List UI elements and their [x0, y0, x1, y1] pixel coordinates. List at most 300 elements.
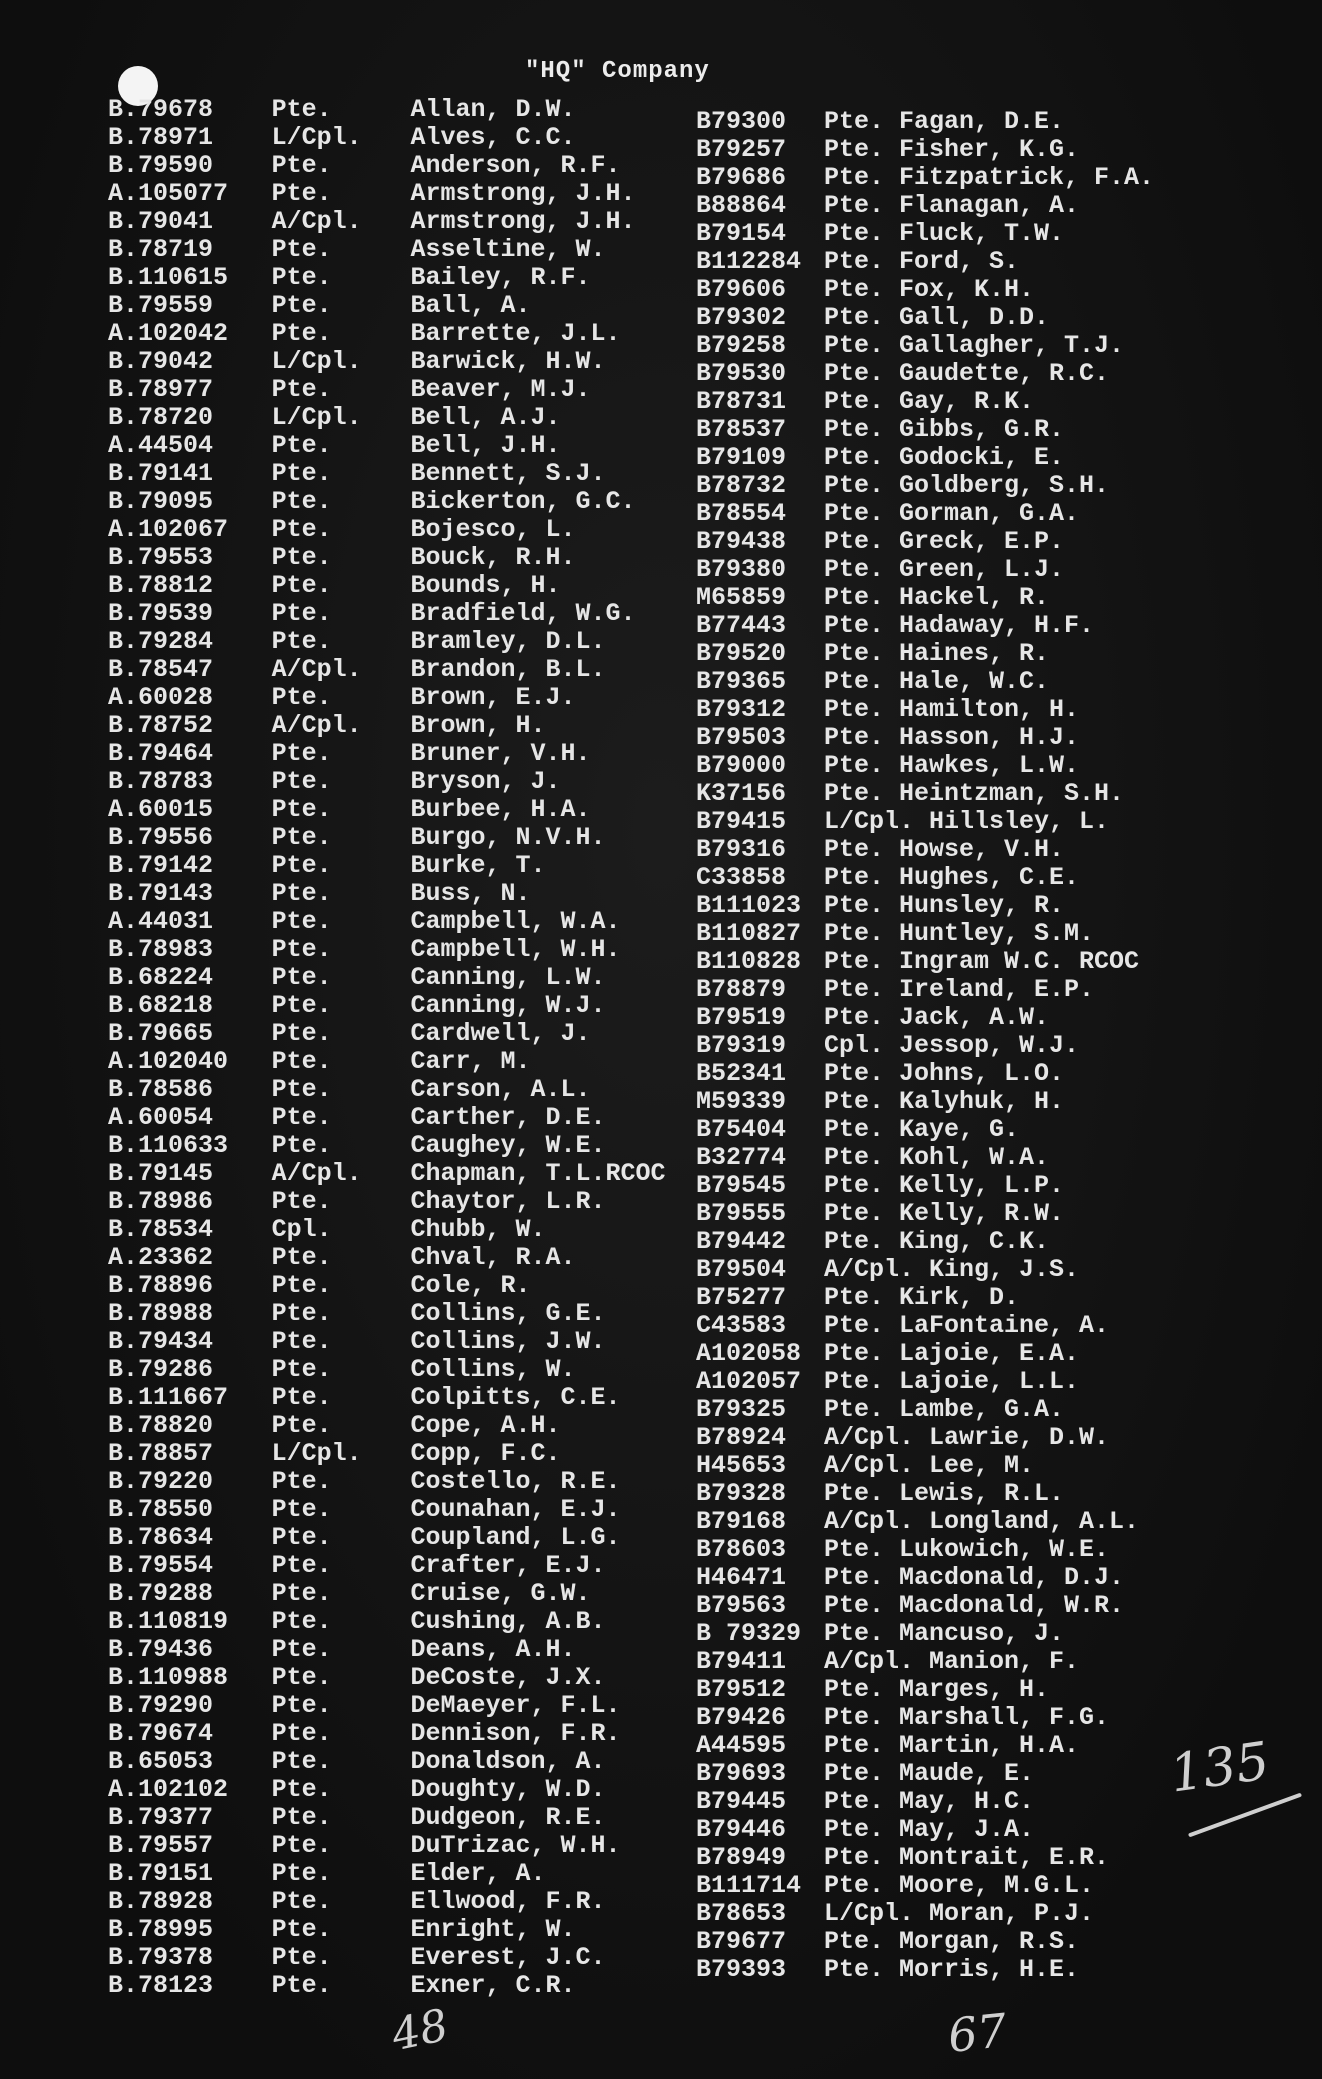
right-entry-row	[696, 164, 1296, 192]
left-entry-row	[108, 572, 708, 600]
left-entry-row	[108, 1664, 708, 1692]
rank: Pte.	[271, 1971, 332, 2000]
rank-and-name: A/Cpl. Lawrie, D.W.	[824, 1423, 1110, 1452]
left-entry-row	[108, 824, 708, 852]
rank-and-name: Pte. Howse, V.H.	[824, 835, 1065, 864]
rank: Pte.	[271, 95, 332, 124]
left-entry-row	[108, 264, 708, 292]
right-entry-row	[696, 612, 1296, 640]
soldier-name: Enright, W.	[410, 1915, 576, 1944]
right-entry-row	[696, 1844, 1296, 1872]
right-entry-row	[696, 808, 1296, 836]
soldier-name: Asseltine, W.	[410, 235, 606, 264]
service-number: B.79095	[108, 487, 214, 516]
service-number: B.79284	[108, 627, 214, 656]
soldier-name: Cushing, A.B.	[410, 1607, 606, 1636]
service-number: A102058	[696, 1339, 802, 1368]
service-number: B.79042	[108, 347, 214, 376]
rank: Pte.	[271, 1775, 332, 1804]
right-entry-row	[696, 1564, 1296, 1592]
left-entry-row	[108, 1412, 708, 1440]
soldier-name: Bounds, H.	[410, 571, 561, 600]
left-entry-row	[108, 208, 708, 236]
service-number: B.79678	[108, 95, 214, 124]
left-entry-row	[108, 1104, 708, 1132]
rank: Pte.	[271, 935, 332, 964]
left-entry-row	[108, 1356, 708, 1384]
rank: Pte.	[271, 767, 332, 796]
rank: Pte.	[271, 627, 332, 656]
service-number: B.79665	[108, 1019, 214, 1048]
rank-and-name: Pte. Maude, E.	[824, 1759, 1035, 1788]
soldier-name: Bradfield, W.G.	[410, 599, 636, 628]
service-number: B79109	[696, 443, 787, 472]
service-number: A.105077	[108, 179, 229, 208]
service-number: B75277	[696, 1283, 787, 1312]
rank-and-name: Pte. Hunsley, R.	[824, 891, 1065, 920]
right-entry-row	[696, 1480, 1296, 1508]
service-number: B.79286	[108, 1355, 214, 1384]
service-number: B.79553	[108, 543, 214, 572]
right-entry-row	[696, 1508, 1296, 1536]
rank: Pte.	[271, 1635, 332, 1664]
left-entry-row	[108, 1776, 708, 1804]
soldier-name: Copp, F.C.	[410, 1439, 561, 1468]
rank: Pte.	[271, 1551, 332, 1580]
right-entry-row	[696, 1536, 1296, 1564]
service-number: B79563	[696, 1591, 787, 1620]
service-number: B88864	[696, 191, 787, 220]
soldier-name: Barrette, J.L.	[410, 319, 621, 348]
soldier-name: Collins, J.W.	[410, 1327, 606, 1356]
soldier-name: DeCoste, J.X.	[410, 1663, 606, 1692]
right-entry-row	[696, 1928, 1296, 1956]
rank-and-name: Pte. Lambe, G.A.	[824, 1395, 1065, 1424]
right-entry-row	[696, 556, 1296, 584]
left-entry-row	[108, 992, 708, 1020]
handwritten-mark-left: 48	[387, 1999, 453, 2062]
rank-and-name: Pte. Hamilton, H.	[824, 695, 1080, 724]
service-number: B.79041	[108, 207, 214, 236]
service-number: B79438	[696, 527, 787, 556]
service-number: M65859	[696, 583, 787, 612]
service-number: B78949	[696, 1843, 787, 1872]
right-entry-row	[696, 1284, 1296, 1312]
soldier-name: Bell, J.H.	[410, 431, 561, 460]
right-entry-row	[696, 1872, 1296, 1900]
left-entry-row	[108, 320, 708, 348]
soldier-name: Allan, D.W.	[410, 95, 576, 124]
service-number: B79446	[696, 1815, 787, 1844]
left-entry-row	[108, 1328, 708, 1356]
left-entry-row	[108, 1972, 708, 2000]
soldier-name: Exner, C.R.	[410, 1971, 576, 2000]
left-entry-row	[108, 404, 708, 432]
service-number: B.79377	[108, 1803, 214, 1832]
rank-and-name: Pte. Hawkes, L.W.	[824, 751, 1080, 780]
rank: Pte.	[271, 1075, 332, 1104]
rank-and-name: A/Cpl. King, J.S.	[824, 1255, 1080, 1284]
rank: Pte.	[271, 1579, 332, 1608]
service-number: B79365	[696, 667, 787, 696]
rank: Pte.	[271, 823, 332, 852]
rank: Pte.	[271, 1299, 332, 1328]
service-number: B79411	[696, 1647, 787, 1676]
left-entry-row	[108, 1552, 708, 1580]
left-entry-row	[108, 1832, 708, 1860]
right-entry-row	[696, 640, 1296, 668]
service-number: B79519	[696, 1003, 787, 1032]
soldier-name: Bickerton, G.C.	[410, 487, 636, 516]
rank-and-name: Pte. Ingram W.C. RCOC	[824, 947, 1140, 976]
left-entry-row	[108, 1216, 708, 1244]
left-entry-row	[108, 236, 708, 264]
rank: Pte.	[271, 1131, 332, 1160]
service-number: B.79220	[108, 1467, 214, 1496]
soldier-name: Coupland, L.G.	[410, 1523, 621, 1552]
rank-and-name: Pte. Gibbs, G.R.	[824, 415, 1065, 444]
service-number: B79677	[696, 1927, 787, 1956]
service-number: A.60054	[108, 1103, 214, 1132]
left-entry-row	[108, 908, 708, 936]
left-entry-row	[108, 684, 708, 712]
right-entry-row	[696, 1648, 1296, 1676]
service-number: B.78812	[108, 571, 214, 600]
service-number: B79328	[696, 1479, 787, 1508]
service-number: B.78634	[108, 1523, 214, 1552]
service-number: B.79288	[108, 1579, 214, 1608]
left-entry-row	[108, 964, 708, 992]
left-entry-row	[108, 1916, 708, 1944]
service-number: B.110988	[108, 1663, 229, 1692]
service-number: B79686	[696, 163, 787, 192]
service-number: A.23362	[108, 1243, 214, 1272]
service-number: B32774	[696, 1143, 787, 1172]
service-number: B111023	[696, 891, 802, 920]
soldier-name: Carson, A.L.	[410, 1075, 591, 1104]
service-number: B.79141	[108, 459, 214, 488]
rank-and-name: Pte. Kelly, R.W.	[824, 1199, 1065, 1228]
service-number: B.65053	[108, 1747, 214, 1776]
service-number: B.78719	[108, 235, 214, 264]
left-entry-row	[108, 376, 708, 404]
soldier-name: Carther, D.E.	[410, 1103, 606, 1132]
service-number: A.102067	[108, 515, 229, 544]
rank-and-name: Pte. Fluck, T.W.	[824, 219, 1065, 248]
rank: Pte.	[271, 1019, 332, 1048]
service-number: B78731	[696, 387, 787, 416]
service-number: B.68218	[108, 991, 214, 1020]
left-entry-row	[108, 1272, 708, 1300]
right-entry-row	[696, 1424, 1296, 1452]
service-number: B79393	[696, 1955, 787, 1984]
rank-and-name: Pte. Fisher, K.G.	[824, 135, 1080, 164]
rank-and-name: Pte. Hale, W.C.	[824, 667, 1050, 696]
rank: Pte.	[271, 1327, 332, 1356]
right-entry-row	[696, 948, 1296, 976]
right-entry-row	[696, 388, 1296, 416]
service-number: B79154	[696, 219, 787, 248]
rank-and-name: Pte. Lajoie, L.L.	[824, 1367, 1080, 1396]
service-number: B.79556	[108, 823, 214, 852]
soldier-name: Brown, H.	[410, 711, 546, 740]
soldier-name: Ellwood, F.R.	[410, 1887, 606, 1916]
soldier-name: Caughey, W.E.	[410, 1131, 606, 1160]
rank: Pte.	[271, 1803, 332, 1832]
left-entry-row	[108, 1636, 708, 1664]
service-number: B79504	[696, 1255, 787, 1284]
rank: Pte.	[271, 1607, 332, 1636]
right-entry-row	[696, 416, 1296, 444]
left-entry-row	[108, 544, 708, 572]
soldier-name: Bennett, S.J.	[410, 459, 606, 488]
service-number: M59339	[696, 1087, 787, 1116]
service-number: B.78752	[108, 711, 214, 740]
service-number: B79319	[696, 1031, 787, 1060]
rank-and-name: Pte. Gall, D.D.	[824, 303, 1050, 332]
soldier-name: Chval, R.A.	[410, 1243, 576, 1272]
service-number: B.78820	[108, 1411, 214, 1440]
service-number: A102057	[696, 1367, 802, 1396]
rank: Pte.	[271, 235, 332, 264]
soldier-name: Bell, A.J.	[410, 403, 561, 432]
right-entry-row	[696, 1704, 1296, 1732]
right-entry-row	[696, 1088, 1296, 1116]
service-number: B79168	[696, 1507, 787, 1536]
soldier-name: DeMaeyer, F.L.	[410, 1691, 621, 1720]
service-number: B78537	[696, 415, 787, 444]
right-entry-row	[696, 668, 1296, 696]
soldier-name: Counahan, E.J.	[410, 1495, 621, 1524]
rank: Pte.	[271, 1831, 332, 1860]
service-number: A44595	[696, 1731, 787, 1760]
right-entry-row	[696, 1060, 1296, 1088]
service-number: B52341	[696, 1059, 787, 1088]
left-column-list	[108, 96, 708, 2000]
service-number: B.78928	[108, 1887, 214, 1916]
rank: Pte.	[271, 319, 332, 348]
service-number: B.79557	[108, 1831, 214, 1860]
right-entry-row	[696, 332, 1296, 360]
service-number: C43583	[696, 1311, 787, 1340]
service-number: B.79143	[108, 879, 214, 908]
rank: Pte.	[271, 515, 332, 544]
service-number: B.78534	[108, 1215, 214, 1244]
service-number: B 79329	[696, 1619, 802, 1648]
left-entry-row	[108, 516, 708, 544]
right-entry-row	[696, 752, 1296, 780]
rank-and-name: L/Cpl. Moran, P.J.	[824, 1899, 1095, 1928]
soldier-name: Burbee, H.A.	[410, 795, 591, 824]
rank-and-name: Pte. Macdonald, W.R.	[824, 1591, 1125, 1620]
soldier-name: Bruner, V.H.	[410, 739, 591, 768]
soldier-name: Ball, A.	[410, 291, 531, 320]
left-entry-row	[108, 1188, 708, 1216]
rank: Pte.	[271, 1411, 332, 1440]
service-number: B112284	[696, 247, 802, 276]
left-entry-row	[108, 768, 708, 796]
soldier-name: Cope, A.H.	[410, 1411, 561, 1440]
service-number: B.78547	[108, 655, 214, 684]
left-entry-row	[108, 1580, 708, 1608]
left-entry-row	[108, 460, 708, 488]
service-number: B78603	[696, 1535, 787, 1564]
service-number: A.44504	[108, 431, 214, 460]
right-entry-row	[696, 836, 1296, 864]
service-number: B79257	[696, 135, 787, 164]
rank: Pte.	[271, 263, 332, 292]
rank: Pte.	[271, 599, 332, 628]
rank-and-name: Cpl. Jessop, W.J.	[824, 1031, 1080, 1060]
right-entry-row	[696, 1004, 1296, 1032]
rank: Pte.	[271, 487, 332, 516]
left-entry-row	[108, 1524, 708, 1552]
soldier-name: Doughty, W.D.	[410, 1775, 606, 1804]
service-number: B.78986	[108, 1187, 214, 1216]
service-number: B.78586	[108, 1075, 214, 1104]
rank-and-name: Pte. Lajoie, E.A.	[824, 1339, 1080, 1368]
soldier-name: Canning, W.J.	[410, 991, 606, 1020]
service-number: B110828	[696, 947, 802, 976]
service-number: B.79145	[108, 1159, 214, 1188]
service-number: A.60028	[108, 683, 214, 712]
soldier-name: Cruise, G.W.	[410, 1579, 591, 1608]
rank: Pte.	[271, 851, 332, 880]
rank-and-name: Pte. Green, L.J.	[824, 555, 1065, 584]
service-number: B.110819	[108, 1607, 229, 1636]
service-number: B79325	[696, 1395, 787, 1424]
rank-and-name: Pte. Marshall, F.G.	[824, 1703, 1110, 1732]
rank: Pte.	[271, 1887, 332, 1916]
rank: A/Cpl.	[271, 207, 362, 236]
service-number: B.79554	[108, 1551, 214, 1580]
right-entry-row	[696, 696, 1296, 724]
service-number: B.79142	[108, 851, 214, 880]
service-number: B78554	[696, 499, 787, 528]
left-entry-row	[108, 1440, 708, 1468]
rank-and-name: Pte. Heintzman, S.H.	[824, 779, 1125, 808]
soldier-name: Chaytor, L.R.	[410, 1187, 606, 1216]
rank: Pte.	[271, 795, 332, 824]
left-entry-row	[108, 880, 708, 908]
rank: Pte.	[271, 1859, 332, 1888]
rank: Pte.	[271, 1243, 332, 1272]
right-entry-row	[696, 444, 1296, 472]
rank: L/Cpl.	[271, 347, 362, 376]
right-entry-row	[696, 1032, 1296, 1060]
rank: Pte.	[271, 1047, 332, 1076]
soldier-name: Barwick, H.W.	[410, 347, 606, 376]
handwritten-page-number: 135	[1166, 1731, 1273, 1805]
rank: Pte.	[271, 1103, 332, 1132]
service-number: B79426	[696, 1703, 787, 1732]
right-entry-row	[696, 1452, 1296, 1480]
rank-and-name: Pte. Martin, H.A.	[824, 1731, 1080, 1760]
right-entry-row	[696, 1396, 1296, 1424]
service-number: B.78857	[108, 1439, 214, 1468]
service-number: B.78720	[108, 403, 214, 432]
left-entry-row	[108, 180, 708, 208]
left-entry-row	[108, 1132, 708, 1160]
handwritten-mark-right: 67	[945, 2003, 1010, 2063]
rank-and-name: Pte. Macdonald, D.J.	[824, 1563, 1125, 1592]
rank: Pte.	[271, 1495, 332, 1524]
service-number: B79258	[696, 331, 787, 360]
rank-and-name: Pte. Johns, L.O.	[824, 1059, 1065, 1088]
rank-and-name: Pte. Hughes, C.E.	[824, 863, 1080, 892]
left-entry-row	[108, 1692, 708, 1720]
rank-and-name: Pte. Montrait, E.R.	[824, 1843, 1110, 1872]
service-number: C33858	[696, 863, 787, 892]
service-number: B.68224	[108, 963, 214, 992]
rank: Pte.	[271, 375, 332, 404]
rank-and-name: Pte. Kalyhuk, H.	[824, 1087, 1065, 1116]
left-entry-row	[108, 488, 708, 516]
left-entry-row	[108, 1244, 708, 1272]
right-entry-row	[696, 1312, 1296, 1340]
service-number: B.79436	[108, 1635, 214, 1664]
rank: Pte.	[271, 1691, 332, 1720]
rank: Pte.	[271, 879, 332, 908]
rank: Pte.	[271, 1467, 332, 1496]
rank: Pte.	[271, 459, 332, 488]
right-entry-row	[696, 136, 1296, 164]
rank: Pte.	[271, 1187, 332, 1216]
service-number: B.79434	[108, 1327, 214, 1356]
rank-and-name: Pte. Morris, H.E.	[824, 1955, 1080, 1984]
service-number: B.78783	[108, 767, 214, 796]
service-number: B.78995	[108, 1915, 214, 1944]
left-entry-row	[108, 1384, 708, 1412]
right-entry-row	[696, 1172, 1296, 1200]
service-number: B.78977	[108, 375, 214, 404]
page-title: "HQ" Company	[525, 58, 710, 85]
rank: Pte.	[271, 1523, 332, 1552]
service-number: B.110633	[108, 1131, 229, 1160]
rank-and-name: Pte. Kelly, L.P.	[824, 1171, 1065, 1200]
left-entry-row	[108, 1160, 708, 1188]
service-number: B.111667	[108, 1383, 229, 1412]
service-number: B79445	[696, 1787, 787, 1816]
right-entry-row	[696, 192, 1296, 220]
rank-and-name: Pte. Hackel, R.	[824, 583, 1050, 612]
service-number: A.102040	[108, 1047, 229, 1076]
right-entry-row	[696, 1956, 1296, 1984]
rank: Pte.	[271, 1719, 332, 1748]
service-number: A.44031	[108, 907, 214, 936]
rank-and-name: Pte. Marges, H.	[824, 1675, 1050, 1704]
rank-and-name: Pte. Fitzpatrick, F.A.	[824, 163, 1155, 192]
soldier-name: Bailey, R.F.	[410, 263, 591, 292]
rank-and-name: Pte. Gallagher, T.J.	[824, 331, 1125, 360]
soldier-name: Bojesco, L.	[410, 515, 576, 544]
service-number: B79442	[696, 1227, 787, 1256]
rank: Pte.	[271, 291, 332, 320]
service-number: A.102042	[108, 319, 229, 348]
right-entry-row	[696, 1144, 1296, 1172]
left-entry-row	[108, 1888, 708, 1916]
soldier-name: Cole, R.	[410, 1271, 531, 1300]
soldier-name: Chapman, T.L.RCOC	[410, 1159, 666, 1188]
rank-and-name: Pte. May, J.A.	[824, 1815, 1035, 1844]
rank: L/Cpl.	[271, 403, 362, 432]
rank-and-name: Pte. May, H.C.	[824, 1787, 1035, 1816]
service-number: A.60015	[108, 795, 214, 824]
soldier-name: Chubb, W.	[410, 1215, 546, 1244]
service-number: B79380	[696, 555, 787, 584]
rank: A/Cpl.	[271, 711, 362, 740]
service-number: K37156	[696, 779, 787, 808]
